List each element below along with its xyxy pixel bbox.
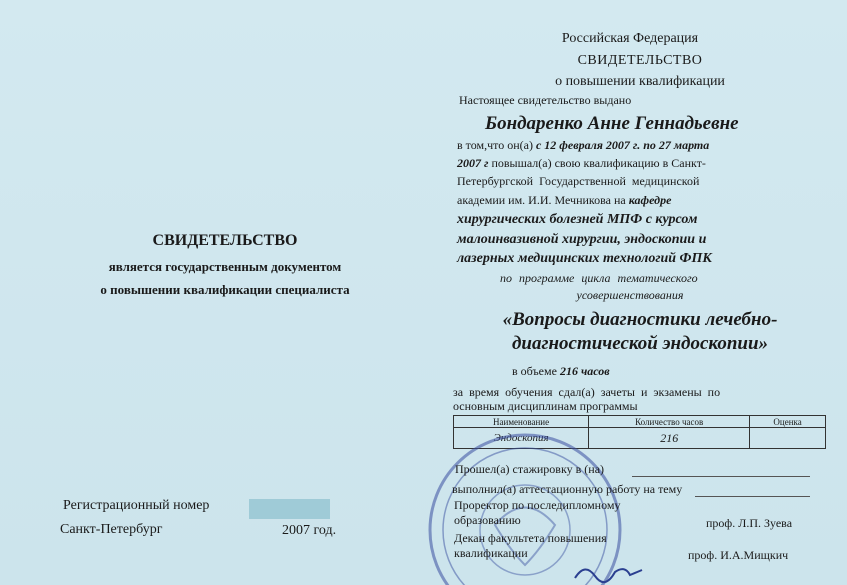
text-line-1 bbox=[457, 138, 709, 153]
footer-line-4: образованию bbox=[454, 513, 521, 527]
right-title: СВИДЕТЕЛЬСТВО bbox=[577, 53, 703, 68]
text-line-8: по программе цикла тематического bbox=[500, 271, 698, 285]
subtitle: о повышении квалификации bbox=[555, 74, 725, 89]
header-hours: Количество часов bbox=[589, 416, 750, 428]
volume-label: в объеме bbox=[512, 364, 560, 378]
footer-line-5: Декан факультета повышения bbox=[454, 531, 607, 545]
footer-line-1: Прошел(а) стажировку в (на) bbox=[455, 462, 605, 476]
program-title-2: диагностической эндоскопии» bbox=[511, 333, 769, 354]
text-line-5: хирургических болезней МПФ с курсом bbox=[457, 212, 698, 227]
cell-grade bbox=[750, 428, 826, 449]
text-line-1b: с 12 февраля 2007 г. по 27 марта bbox=[535, 138, 710, 152]
text-line-4 bbox=[457, 193, 671, 208]
signature-vice-rector: проф. Л.П. Зуева bbox=[706, 516, 793, 530]
issued-to: Настоящее свидетельство выдано bbox=[459, 93, 632, 107]
exam-line-1: за время обучения сдал(а) зачеты и экзамены по bbox=[453, 385, 721, 399]
registration-label: Регистрационный номер bbox=[63, 498, 210, 513]
cell-hours: 216 bbox=[589, 428, 750, 449]
footer-line-1-rule bbox=[632, 476, 810, 477]
text-line-9: усовершенствования bbox=[576, 288, 684, 302]
footer-line-3: Проректор по последипломному bbox=[454, 498, 621, 512]
volume bbox=[512, 364, 610, 379]
text-line-4b: кафедре bbox=[628, 193, 672, 207]
volume-hours: 216 часов bbox=[559, 364, 610, 378]
city: Санкт-Петербург bbox=[60, 522, 163, 537]
text-line-2a: 2007 г bbox=[457, 156, 489, 170]
left-line-2: о повышении квалификации специалиста bbox=[100, 282, 350, 297]
signature-dean: проф. И.А.Мищкич bbox=[688, 548, 789, 562]
header-grade: Оценка bbox=[750, 416, 826, 428]
country: Российская Федерация bbox=[561, 31, 699, 46]
left-line-1: является государственным документом bbox=[108, 259, 342, 274]
recipient-name: Бондаренко Анне Геннадьевне bbox=[485, 113, 739, 134]
footer-line-6: квалификации bbox=[454, 546, 528, 560]
footer-line-2: выполнил(а) аттестационную работу на тему bbox=[452, 482, 683, 496]
exam-line-2: основным дисциплинам программы bbox=[453, 399, 638, 413]
left-title: СВИДЕТЕЛЬСТВО bbox=[152, 232, 298, 249]
handwritten-signature-image bbox=[570, 560, 650, 585]
text-line-3: Петербургской Государственной медицинской bbox=[457, 174, 700, 188]
program-title-1: «Вопросы диагностики лечебно- bbox=[502, 309, 778, 330]
text-line-2b: повышал(а) свою квалификацию в Санкт- bbox=[488, 156, 706, 170]
year: 2007 год. bbox=[282, 523, 337, 538]
redacted-registration-number bbox=[249, 499, 330, 519]
footer-line-2-rule bbox=[695, 496, 810, 497]
text-line-4a: академии им. И.И. Мечникова на bbox=[457, 193, 629, 207]
text-line-6: малоинвазивной хирургии, эндоскопии и bbox=[457, 232, 707, 247]
text-line-1a: в том,что он(а) bbox=[457, 138, 536, 152]
table-header-row bbox=[454, 416, 826, 428]
text-line-7: лазерных медицинских технологий ФПК bbox=[457, 251, 712, 266]
cell-subject: Эндоскопия bbox=[454, 428, 589, 449]
text-line-2 bbox=[457, 156, 706, 171]
header-name: Наименование bbox=[454, 416, 589, 428]
